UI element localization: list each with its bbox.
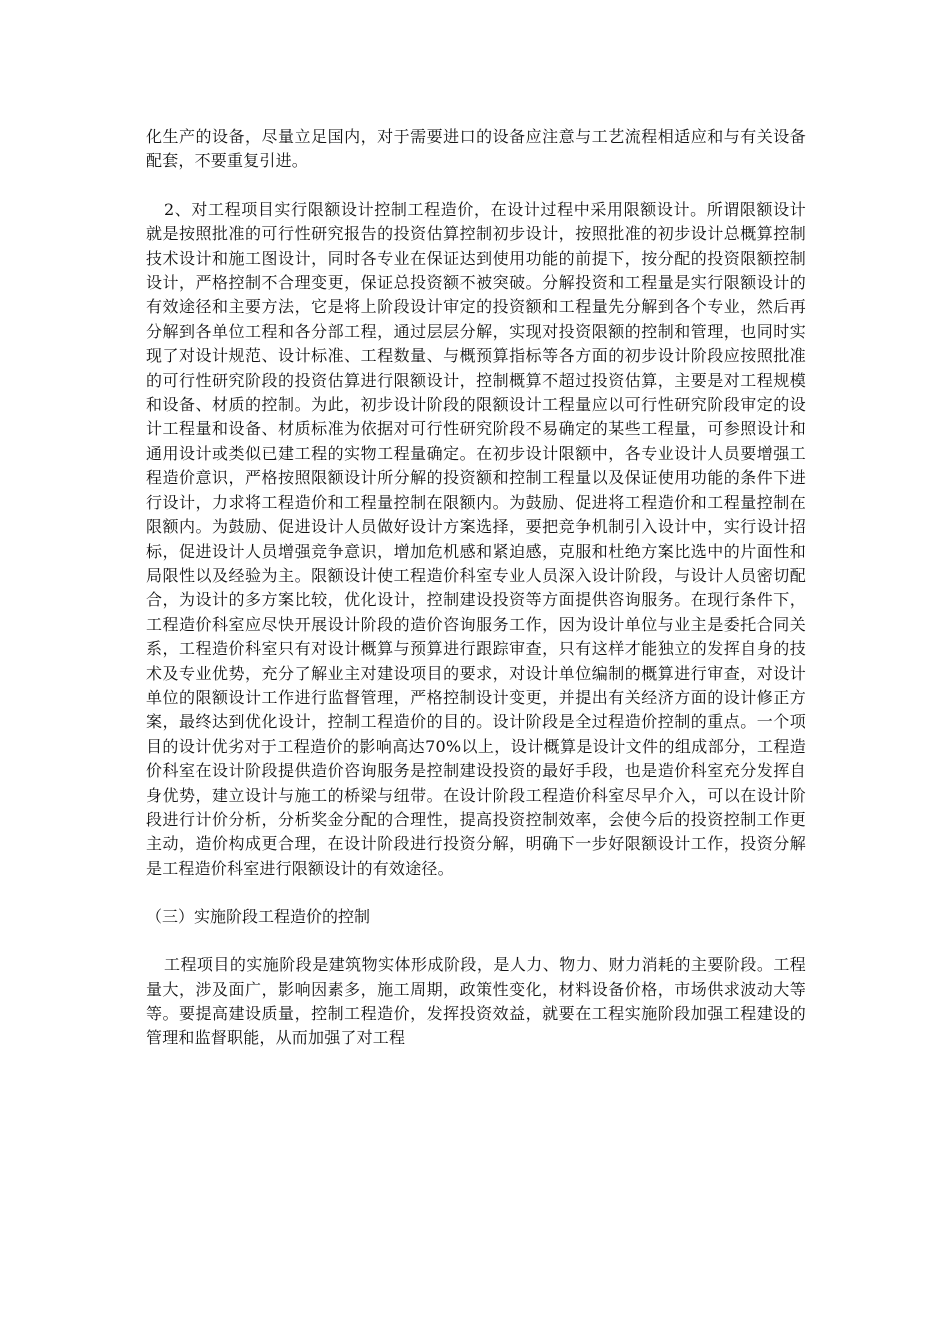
paragraph-equipment: 化生产的设备，尽量立足国内，对于需要进口的设备应注意与工艺流程相适应和与有关设备配套，不要重复引进。 (146, 127, 806, 171)
section-heading-implementation: （三）实施阶段工程造价的控制 (146, 907, 371, 927)
paragraph-implementation: 工程项目的实施阶段是建筑物实体形成阶段，是人力、物力、财力消耗的主要阶段。工程量大，涉及面广，影响因素多，施工周期，政策性变化，材料设备价格，市场供求波动大等等。要提高建设质量，控制工程造价，发挥投资效益，就要在工程实施阶段加强工程建设的管理和监督职能，从而加强了对工程 (146, 955, 806, 1048)
document-page (146, 125, 806, 1051)
paragraph-limit-design: 2、对工程项目实行限额设计控制工程造价，在设计过程中采用限额设计。所谓限额设计就是按照批准的可行性研究报告的投资估算控制初步设计，按照批准的初步设计总概算控制技术设计和施工图设计，同时各专业在保证达到使用功能的前提下，按分配的投资限额控制设计，严格控制不合理变更，保证总投资额不被突破。分解投资和工程量是实行限额设计的有效途径和主要方法，它是将上阶段设计审定的投资额和工程量先分解到各个专业，然后再分解到各单位工程和各分部工程，通过层层分解，实现对投资限额的控制和管理，也同时实现了对设计规范、设计标准、工程数量、与概预算指标等各方面的初步设计阶段应按照批准的可行性研究阶段的投资估算进行限额设计，控制概算不超过投资估算，主要是对工程规模和设备、材质的控制。为此，初步设计阶段的限额设计工程量应以可行性研究阶段审定的设计工程量和设备、材质标准为依据对可行性研究阶段不易确定的某些工程量，可参照设计和通用设计或类似已建工程的实物工程量确定。在初步设计限额中，各专业设计人员要增强工程造价意识，严格按照限额设计所分解的投资额和控制工程量以及保证使用功能的条件下进行设计，力求将工程造价和工程量控制在限额内。为鼓励、促进将工程造价和工程量控制在限额内。为鼓励、促进设计人员做好设计方案选择，要把竞争机制引入设计中，实行设计招标，促进设计人员增强竞争意识，增加危机感和紧迫感，克服和杜绝方案比选中的片面性和局限性以及经验为主。限额设计使工程造价科室专业人员深入设计阶段，与设计人员密切配合，为设计的多方案比较，优化设计，控制建设投资等方面提供咨询服务。在现行条件下，工程造价科室应尽快开展设计阶段的造价咨询服务工作，因为设计单位与业主是委托合同关系，工程造价科室只有对设计概算与预算进行跟踪审查，只有这样才能独立的发挥自身的技术及专业优势，充分了解业主对建设项目的要求，对设计单位编制的概算进行审查，对设计单位的限额设计工作进行监督管理，严格控制设计变更，并提出有关经济方面的设计修正方案，最终达到优化设计，控制工程造价的目的。设计阶段是全过程造价控制的重点。一个项目的设计优劣对于工程造价的影响高达70%以上，设计概算是设计文件的组成部分，工程造价科室在设计阶段提供造价咨询服务是控制建设投资的最好手段，也是造价科室充分发挥自身优势，建立设计与施工的桥梁与纽带。在设计阶段工程造价科室尽早介入，可以在设计阶段进行计价分析，分析奖金分配的合理性，提高投资控制效率，会使今后的投资控制工作更主动，造价构成更合理，在设计阶段进行投资分解，明确下一步好限额设计工作，投资分解是工程造价科室进行限额设计的有效途径。 (146, 199, 806, 878)
